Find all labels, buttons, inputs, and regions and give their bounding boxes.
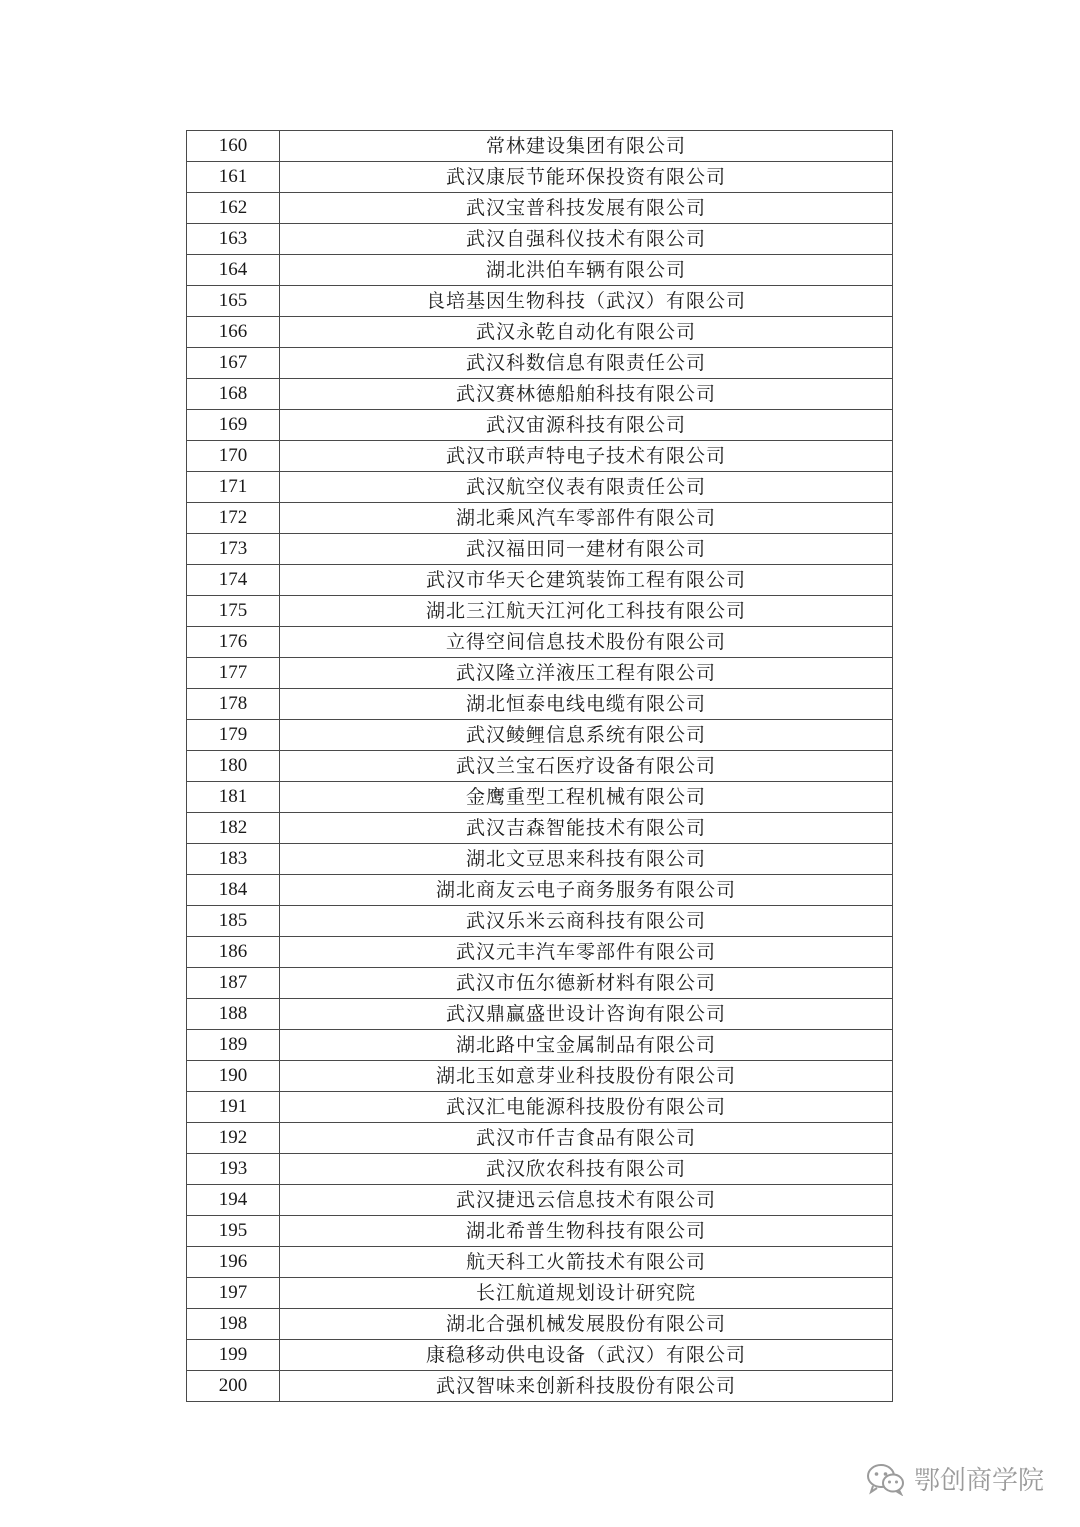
row-number: 177 <box>187 658 280 689</box>
company-name: 武汉元丰汽车零部件有限公司 <box>280 937 893 968</box>
table-row <box>187 1216 893 1247</box>
company-name: 武汉康辰节能环保投资有限公司 <box>280 162 893 193</box>
row-number: 164 <box>187 255 280 286</box>
table-row <box>187 286 893 317</box>
table-body <box>187 131 893 1402</box>
table-row <box>187 1340 893 1371</box>
row-number: 180 <box>187 751 280 782</box>
table-row <box>187 1247 893 1278</box>
table-row <box>187 1123 893 1154</box>
table-row <box>187 472 893 503</box>
row-number: 196 <box>187 1247 280 1278</box>
table-row <box>187 1371 893 1402</box>
row-number: 191 <box>187 1092 280 1123</box>
row-number: 198 <box>187 1309 280 1340</box>
company-name: 武汉市伍尔德新材料有限公司 <box>280 968 893 999</box>
company-name: 武汉宝普科技发展有限公司 <box>280 193 893 224</box>
table-row <box>187 844 893 875</box>
table-row <box>187 937 893 968</box>
row-number: 197 <box>187 1278 280 1309</box>
row-number: 166 <box>187 317 280 348</box>
table-row <box>187 1185 893 1216</box>
row-number: 179 <box>187 720 280 751</box>
table-row <box>187 782 893 813</box>
row-number: 187 <box>187 968 280 999</box>
table-row <box>187 565 893 596</box>
row-number: 184 <box>187 875 280 906</box>
company-name: 武汉航空仪表有限责任公司 <box>280 472 893 503</box>
table-row <box>187 503 893 534</box>
company-name: 湖北洪伯车辆有限公司 <box>280 255 893 286</box>
company-name: 立得空间信息技术股份有限公司 <box>280 627 893 658</box>
row-number: 160 <box>187 131 280 162</box>
company-name: 航天科工火箭技术有限公司 <box>280 1247 893 1278</box>
watermark-text: 鄂创商学院 <box>913 1466 1044 1496</box>
table-row <box>187 1154 893 1185</box>
row-number: 161 <box>187 162 280 193</box>
table-row <box>187 534 893 565</box>
row-number: 193 <box>187 1154 280 1185</box>
table-row <box>187 1309 893 1340</box>
table-row <box>187 162 893 193</box>
row-number: 178 <box>187 689 280 720</box>
company-name: 湖北三江航天江河化工科技有限公司 <box>280 596 893 627</box>
table-row <box>187 1092 893 1123</box>
table-row <box>187 441 893 472</box>
company-name: 湖北乘风汽车零部件有限公司 <box>280 503 893 534</box>
table-row <box>187 596 893 627</box>
company-name: 武汉赛林德船舶科技有限公司 <box>280 379 893 410</box>
company-name: 武汉汇电能源科技股份有限公司 <box>280 1092 893 1123</box>
row-number: 169 <box>187 410 280 441</box>
company-name: 良培基因生物科技（武汉）有限公司 <box>280 286 893 317</box>
company-name: 武汉鲮鲤信息系统有限公司 <box>280 720 893 751</box>
company-name: 武汉福田同一建材有限公司 <box>280 534 893 565</box>
row-number: 182 <box>187 813 280 844</box>
company-name: 武汉市华天仑建筑装饰工程有限公司 <box>280 565 893 596</box>
row-number: 192 <box>187 1123 280 1154</box>
table-row <box>187 627 893 658</box>
company-name: 湖北玉如意芽业科技股份有限公司 <box>280 1061 893 1092</box>
row-number: 171 <box>187 472 280 503</box>
company-name: 武汉宙源科技有限公司 <box>280 410 893 441</box>
company-name: 湖北希普生物科技有限公司 <box>280 1216 893 1247</box>
company-name: 武汉隆立洋液压工程有限公司 <box>280 658 893 689</box>
row-number: 175 <box>187 596 280 627</box>
row-number: 168 <box>187 379 280 410</box>
table-row <box>187 131 893 162</box>
company-name: 武汉永乾自动化有限公司 <box>280 317 893 348</box>
row-number: 186 <box>187 937 280 968</box>
row-number: 173 <box>187 534 280 565</box>
table-row <box>187 906 893 937</box>
table-row <box>187 193 893 224</box>
table-row <box>187 410 893 441</box>
row-number: 185 <box>187 906 280 937</box>
company-name: 武汉兰宝石医疗设备有限公司 <box>280 751 893 782</box>
row-number: 163 <box>187 224 280 255</box>
table-row <box>187 317 893 348</box>
table-row <box>187 813 893 844</box>
row-number: 200 <box>187 1371 280 1402</box>
company-name: 武汉自强科仪技术有限公司 <box>280 224 893 255</box>
row-number: 176 <box>187 627 280 658</box>
company-name: 武汉市联声特电子技术有限公司 <box>280 441 893 472</box>
row-number: 189 <box>187 1030 280 1061</box>
table-row <box>187 720 893 751</box>
company-name: 常林建设集团有限公司 <box>280 131 893 162</box>
company-name: 武汉乐米云商科技有限公司 <box>280 906 893 937</box>
row-number: 188 <box>187 999 280 1030</box>
company-name: 武汉智味来创新科技股份有限公司 <box>280 1371 893 1402</box>
table-row <box>187 1030 893 1061</box>
table-row <box>187 658 893 689</box>
company-name: 武汉市仟吉食品有限公司 <box>280 1123 893 1154</box>
company-name: 武汉捷迅云信息技术有限公司 <box>280 1185 893 1216</box>
row-number: 199 <box>187 1340 280 1371</box>
row-number: 190 <box>187 1061 280 1092</box>
table-row <box>187 1278 893 1309</box>
row-number: 174 <box>187 565 280 596</box>
company-name: 康稳移动供电设备（武汉）有限公司 <box>280 1340 893 1371</box>
company-name: 湖北商友云电子商务服务有限公司 <box>280 875 893 906</box>
row-number: 167 <box>187 348 280 379</box>
company-name: 湖北恒泰电线电缆有限公司 <box>280 689 893 720</box>
wechat-icon <box>866 1462 906 1496</box>
company-name: 武汉欣农科技有限公司 <box>280 1154 893 1185</box>
company-name: 武汉吉森智能技术有限公司 <box>280 813 893 844</box>
company-name: 金鹰重型工程机械有限公司 <box>280 782 893 813</box>
table-row <box>187 751 893 782</box>
company-name: 湖北文豆思来科技有限公司 <box>280 844 893 875</box>
company-name: 武汉科数信息有限责任公司 <box>280 348 893 379</box>
watermark <box>866 1460 1044 1497</box>
row-number: 162 <box>187 193 280 224</box>
table-row <box>187 999 893 1030</box>
table-row <box>187 1061 893 1092</box>
company-name: 武汉鼎赢盛世设计咨询有限公司 <box>280 999 893 1030</box>
table-row <box>187 968 893 999</box>
company-name: 湖北路中宝金属制品有限公司 <box>280 1030 893 1061</box>
row-number: 195 <box>187 1216 280 1247</box>
row-number: 183 <box>187 844 280 875</box>
row-number: 165 <box>187 286 280 317</box>
table-row <box>187 379 893 410</box>
company-name: 长江航道规划设计研究院 <box>280 1278 893 1309</box>
table-row <box>187 875 893 906</box>
table-row <box>187 224 893 255</box>
row-number: 170 <box>187 441 280 472</box>
row-number: 194 <box>187 1185 280 1216</box>
table-row <box>187 348 893 379</box>
row-number: 181 <box>187 782 280 813</box>
table-row <box>187 255 893 286</box>
row-number: 172 <box>187 503 280 534</box>
company-name: 湖北合强机械发展股份有限公司 <box>280 1309 893 1340</box>
company-list-table <box>186 130 893 1402</box>
table-row <box>187 689 893 720</box>
